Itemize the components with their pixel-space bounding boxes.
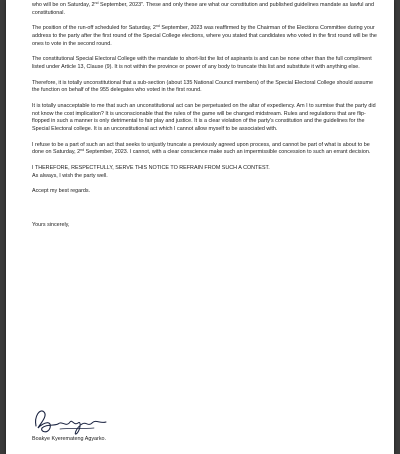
signer-name: Boakye Kyeremateng Agyarko. bbox=[32, 436, 107, 442]
closing-line: Yours sincerely, bbox=[32, 222, 70, 228]
signature-image bbox=[30, 402, 140, 438]
well-wishes: As always, I wish the party well. bbox=[32, 172, 108, 179]
paragraph-5: I refuse to be a part of such an act that seeks to unjustly truncate a previously agreed upon process, and cannot be part of what is about to be done on Saturday, 2nd September, 2023. I cannot, with a clear conscience make such an impermissible concession to such an errant decision. bbox=[32, 141, 371, 156]
regards-line: Accept my best regards. bbox=[32, 188, 91, 195]
letter-page bbox=[6, 0, 394, 454]
notice-statement: I THEREFORE, RESPECTFULLY, SERVE THIS NOTICE TO REFRAIN FROM SUCH A CONTEST. bbox=[32, 165, 270, 172]
letter-body bbox=[32, 2, 380, 238]
paragraph-1: The position of the run-off scheduled for Saturday, 2nd September, 2023 was reaffirmed by the Chairman of the Elections Committee during your address to the party after the first round of the Special College elections, where you stated that candidates who voted in the first round will be the ones to vote in the second round. bbox=[32, 24, 377, 47]
paragraph-2: The constitutional Special Electoral College with the mandate to short-list the list of aspirants is and can be none other than the full compliment listed under Article 13, Clause (9). It is not within the province or power of any body to truncate this list and substitute it with anything else. bbox=[32, 56, 372, 70]
paragraph-3: Therefore, it is totally unconstitutional that a sub-section (about 135 National Council members) of the Special Electoral College should assume the function on behalf of the 955 delegates who voted in the first round. bbox=[32, 79, 373, 94]
paragraph-4: It is totally unacceptable to me that such an unconstitutional act can be perpetuated on the altar of expediency. Am I to surmise that the party did not know the cost implication? It is unconscionable that the rules of the game will be changed midstream. Rules and regulations that are flip-flopped in such a manner is only detrimental to fair play and justice. It is a clear violation of the party's constitution and the guidelines for the Special Electoral college. It is an unconstitutional act which I cannot allow myself to be associated with. bbox=[32, 103, 376, 132]
paragraph-0: who will be on Saturday, 2nd September, 2023". These and only these are what our constitution and published guidelines mandate as lawful and constitutional. bbox=[32, 0, 374, 16]
